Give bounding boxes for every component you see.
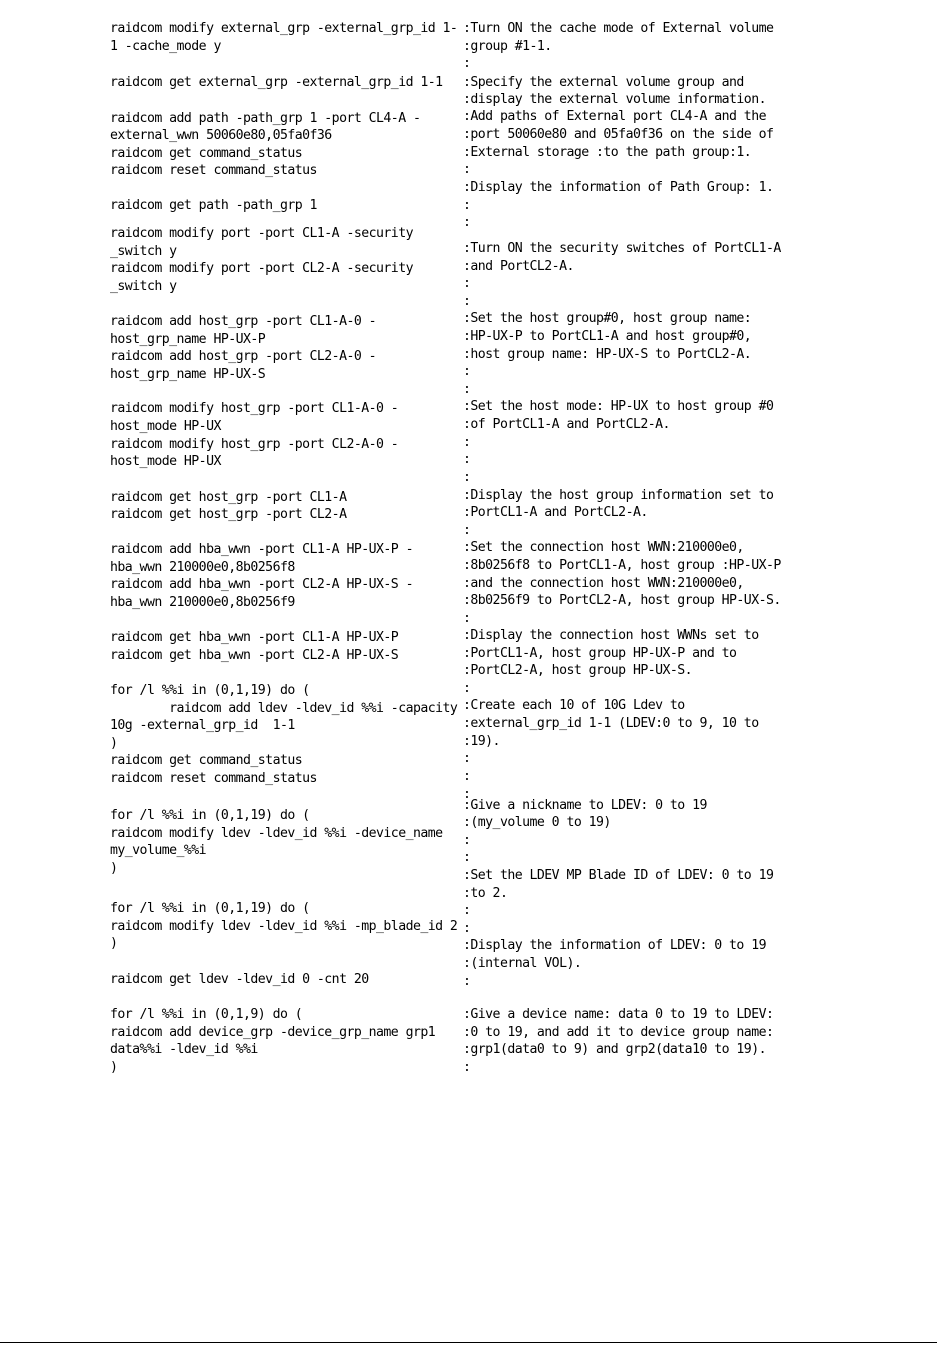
comment-line: :Display the connection host WWNs set to (463, 628, 759, 643)
comment-line: :group #1-1. (463, 39, 552, 54)
comment-line: :and PortCL2-A. (463, 259, 574, 274)
command-line: _switch y (110, 244, 177, 259)
command-line: host_mode HP-UX (110, 419, 221, 434)
command-line: raidcom add device_grp -device_grp_name grp1 (110, 1025, 436, 1040)
comment-line: :0 to 19, and add it to device group name: (463, 1025, 774, 1040)
comment-line: : (463, 162, 471, 177)
comment-line: :host group name: HP-UX-S to PortCL2-A. (463, 347, 752, 362)
comment-line: : (463, 921, 471, 936)
comment-line: : (463, 435, 471, 450)
command-line: my_volume_%%i (110, 843, 207, 858)
comment-line: :Set the host group#0, host group name: (463, 311, 752, 326)
command-line: raidcom get hba_wwn -port CL1-A HP-UX-P (110, 630, 399, 645)
command-line: raidcom get external_grp -external_grp_id 1-1 (110, 75, 443, 90)
command-line: raidcom get command_status (110, 753, 303, 768)
bottom-rule (0, 1342, 937, 1343)
command-line: raidcom add ldev -ldev_id %%i -capacity (110, 701, 458, 716)
command-line: raidcom reset command_status (110, 163, 317, 178)
command-line: raidcom add hba_wwn -port CL2-A HP-UX-S - (110, 577, 413, 592)
comment-line: :8b0256f8 to PortCL1-A, host group :HP-UX-P (463, 558, 781, 573)
comment-line: : (463, 382, 471, 397)
comment-line: :External storage :to the path group:1. (463, 145, 752, 160)
command-line: raidcom add host_grp -port CL2-A-0 - (110, 349, 377, 364)
command-line: hba_wwn 210000e0,8b0256f9 (110, 595, 295, 610)
command-line: raidcom get command_status (110, 146, 303, 161)
comment-line: :8b0256f9 to PortCL2-A, host group HP-UX-S. (463, 593, 781, 608)
comment-line: :display the external volume information. (463, 92, 766, 107)
comment-line: :of PortCL1-A and PortCL2-A. (463, 417, 670, 432)
command-line: raidcom modify host_grp -port CL1-A-0 - (110, 401, 399, 416)
comment-line: : (463, 364, 471, 379)
comment-line: : (463, 850, 471, 865)
comment-line: :PortCL1-A and PortCL2-A. (463, 505, 648, 520)
command-line: raidcom get host_grp -port CL2-A (110, 507, 347, 522)
comment-line: :Add paths of External port CL4-A and the (463, 109, 766, 124)
command-line: raidcom modify host_grp -port CL2-A-0 - (110, 437, 399, 452)
comment-line: : (463, 903, 471, 918)
comment-line: :and the connection host WWN:210000e0, (463, 576, 744, 591)
command-line: external_wwn 50060e80,05fa0f36 (110, 128, 332, 143)
command-line: raidcom get ldev -ldev_id 0 -cnt 20 (110, 972, 369, 987)
command-line: raidcom get hba_wwn -port CL2-A HP-UX-S (110, 648, 399, 663)
comment-line: :19). (463, 734, 500, 749)
command-line: 1 -cache_mode y (110, 39, 221, 54)
command-line: raidcom modify port -port CL2-A -security (110, 261, 413, 276)
comment-line: :PortCL1-A, host group HP-UX-P and to (463, 646, 737, 661)
comment-line: : (463, 470, 471, 485)
comment-line: :Give a nickname to LDEV: 0 to 19 (463, 798, 707, 813)
comment-line: : (463, 198, 471, 213)
command-line: for /l %%i in (0,1,19) do ( (110, 901, 310, 916)
command-line: raidcom modify port -port CL1-A -security (110, 226, 413, 241)
comment-line: :Display the host group information set to (463, 488, 774, 503)
comment-line: : (463, 523, 471, 538)
comment-line: :HP-UX-P to PortCL1-A and host group#0, (463, 329, 752, 344)
comment-line: :(my_volume 0 to 19) (463, 815, 611, 830)
command-line: raidcom modify external_grp -external_grp_id 1- (110, 21, 458, 36)
comment-line: :Display the information of LDEV: 0 to 19 (463, 938, 766, 953)
command-line: 10g -external_grp_id 1-1 (110, 718, 295, 733)
command-line: host_mode HP-UX (110, 454, 221, 469)
comment-line: : (463, 452, 471, 467)
command-line: for /l %%i in (0,1,19) do ( (110, 683, 310, 698)
comment-line: : (463, 294, 471, 309)
command-line: ) (110, 936, 118, 951)
comment-line: : (463, 769, 471, 784)
comment-line: : (463, 56, 471, 71)
comment-line: :Create each 10 of 10G Ldev to (463, 698, 685, 713)
comment-line: :(internal VOL). (463, 956, 582, 971)
comment-line: : (463, 681, 471, 696)
comment-line: :Turn ON the cache mode of External volume (463, 21, 774, 36)
comment-line: :Give a device name: data 0 to 19 to LDEV: (463, 1007, 774, 1022)
comment-line: :external_grp_id 1-1 (LDEV:0 to 9, 10 to (463, 716, 759, 731)
command-line: raidcom get host_grp -port CL1-A (110, 490, 347, 505)
command-line: _switch y (110, 279, 177, 294)
command-line: raidcom reset command_status (110, 771, 317, 786)
command-line: raidcom modify ldev -ldev_id %%i -device_name (110, 826, 443, 841)
comment-line: :Turn ON the security switches of PortCL1-A (463, 241, 781, 256)
comment-line: :Set the host mode: HP-UX to host group #0 (463, 399, 774, 414)
comment-line: : (463, 611, 471, 626)
command-line: raidcom add host_grp -port CL1-A-0 - (110, 314, 377, 329)
command-line: ) (110, 861, 118, 876)
comment-line: :port 50060e80 and 05fa0f36 on the side of (463, 127, 774, 142)
comment-line: :Display the information of Path Group: 1. (463, 180, 774, 195)
comment-line: :Set the LDEV MP Blade ID of LDEV: 0 to 19 (463, 868, 774, 883)
comment-line: :PortCL2-A, host group HP-UX-S. (463, 663, 693, 678)
command-line: for /l %%i in (0,1,9) do ( (110, 1007, 303, 1022)
comment-line: : (463, 833, 471, 848)
comment-line: : (463, 1060, 471, 1075)
command-line: data%%i -ldev_id %%i (110, 1042, 258, 1057)
command-line: host_grp_name HP-UX-P (110, 332, 266, 347)
comment-line: : (463, 974, 471, 989)
command-line: raidcom add hba_wwn -port CL1-A HP-UX-P - (110, 542, 413, 557)
command-line: raidcom modify ldev -ldev_id %%i -mp_blade_id 2 (110, 919, 458, 934)
command-line: raidcom get path -path_grp 1 (110, 198, 317, 213)
command-line: hba_wwn 210000e0,8b0256f8 (110, 560, 295, 575)
comment-line: : (463, 215, 471, 230)
comment-line: :Specify the external volume group and (463, 75, 744, 90)
command-line: ) (110, 736, 118, 751)
comment-line: : (463, 787, 471, 802)
comment-line: : (463, 276, 471, 291)
command-line: for /l %%i in (0,1,19) do ( (110, 808, 310, 823)
comment-line: :to 2. (463, 886, 508, 901)
comment-line: : (463, 751, 471, 766)
comment-line: :grp1(data0 to 9) and grp2(data10 to 19). (463, 1042, 766, 1057)
command-line: host_grp_name HP-UX-S (110, 367, 266, 382)
comment-line: :Set the connection host WWN:210000e0, (463, 540, 744, 555)
command-line: ) (110, 1060, 118, 1075)
command-line: raidcom add path -path_grp 1 -port CL4-A - (110, 111, 421, 126)
